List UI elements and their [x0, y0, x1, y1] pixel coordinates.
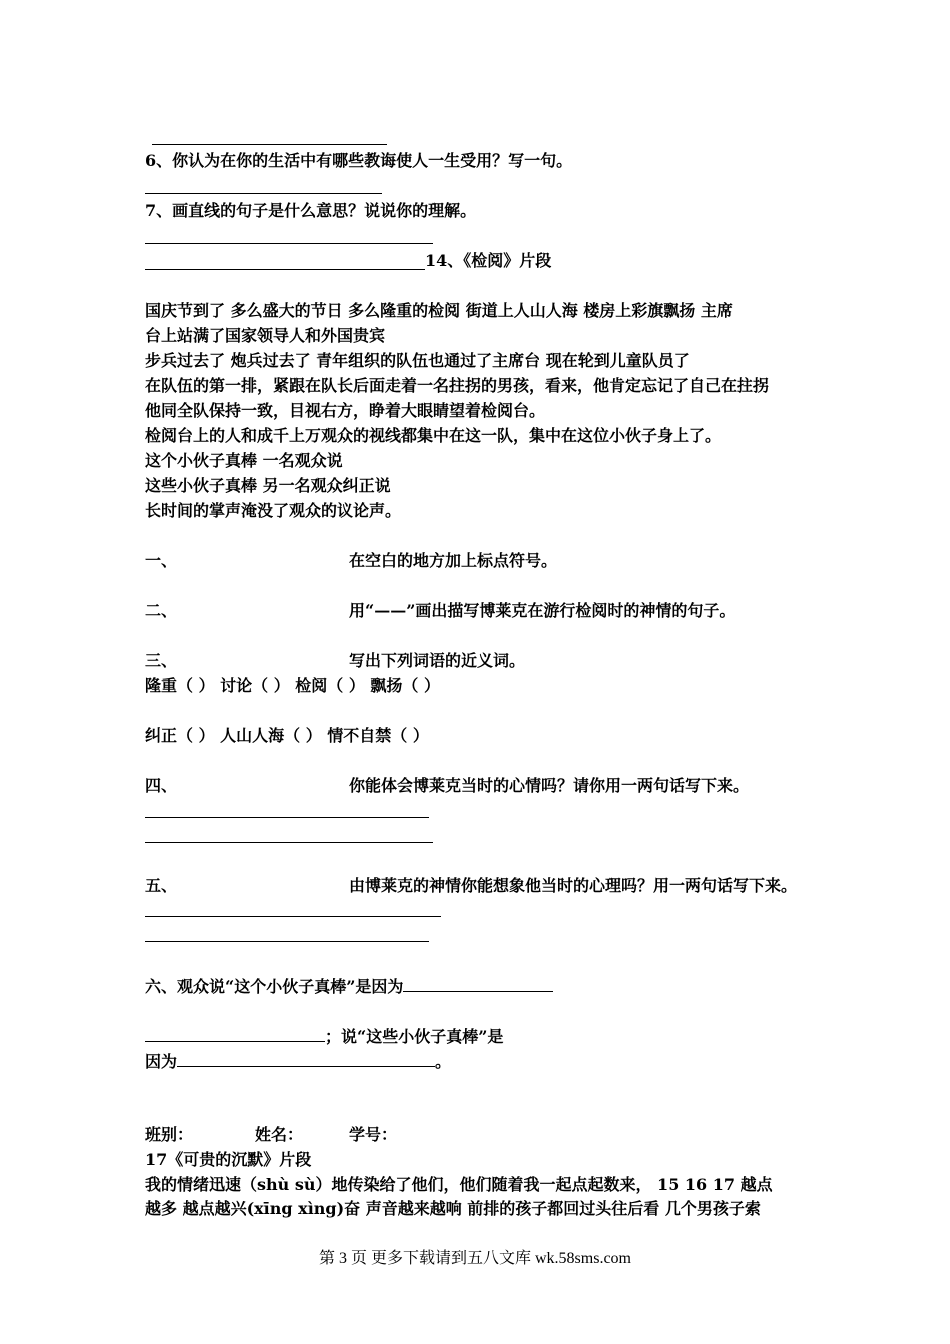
answer-line [145, 817, 429, 818]
item-number: 一、 [145, 551, 178, 570]
answer-blank [145, 1025, 325, 1042]
item-number: 二、 [145, 601, 178, 620]
item-text: 在空白的地方加上标点符号。 [349, 551, 558, 570]
answer-blank [403, 975, 553, 992]
answer-line [145, 243, 433, 244]
section-title: 14、《检阅》片段 [425, 251, 552, 270]
answer-line [152, 144, 387, 145]
answer-line [145, 941, 429, 942]
student-info [145, 1125, 397, 1145]
question-6b-text-3: 因为 [145, 1052, 178, 1071]
question-6b [145, 975, 553, 997]
passage-line-7: 这个小伙子真棒 一名观众说 [145, 451, 343, 470]
item-text: 写出下列词语的近义词。 [349, 651, 526, 670]
item-number: 四、 [145, 776, 178, 795]
page-footer: 第 3 页 更多下载请到五八文库 wk.58sms.com [318, 1250, 631, 1267]
name-label: 姓名： [255, 1125, 304, 1144]
passage-line-1: 国庆节到了 多么盛大的节日 多么隆重的检阅 街道上人山人海 楼房上彩旗飘扬 主席 [145, 301, 733, 320]
passage-line-2: 台上站满了国家领导人和外国贵宾 [145, 326, 386, 345]
question-6b-continued-2 [145, 1050, 451, 1072]
answer-line [145, 193, 382, 194]
passage-line-3: 步兵过去了 炮兵过去了 青年组织的队伍也通过了主席台 现在轮到儿童队员了 [145, 351, 690, 370]
item-text: 用“——”画出描写博莱克在游行检阅时的神情的句子。 [349, 601, 736, 620]
question-6: 6、你认为在你的生活中有哪些教诲使人一生受用？写一句。 [145, 151, 573, 170]
synonym-row-2: 纠正（ ） 人山人海（ ） 情不自禁（ ） [145, 726, 429, 745]
question-7: 7、画直线的句子是什么意思？说说你的理解。 [145, 201, 477, 220]
item-number: 三、 [145, 651, 178, 670]
passage17-line-2: 越多 越点越兴(xīng xìng)奋 声音越来越响 前排的孩子都回过头往后看 几个男孩子索 [145, 1199, 761, 1218]
passage-line-9: 长时间的掌声淹没了观众的议论声。 [145, 501, 402, 520]
synonym-row-1: 隆重（ ） 讨论（ ） 检阅（ ） 飘扬（ ） [145, 676, 440, 695]
passage-line-8: 这些小伙子真棒 另一名观众纠正说 [145, 476, 391, 495]
question-6b-continued [145, 1025, 503, 1047]
passage-line-6: 检阅台上的人和成千上万观众的视线都集中在这一队，集中在这位小伙子身上了。 [145, 426, 722, 445]
passage17-line-1: 我的情绪迅速（shù sù）地传染给了他们，他们随着我一起点起数来， 15 16 17 越点 [145, 1175, 773, 1194]
item-number: 五、 [145, 876, 178, 895]
item-text: 你能体会博莱克当时的心情吗？请你用一两句话写下来。 [349, 776, 750, 795]
period: 。 [435, 1052, 452, 1071]
answer-line [145, 916, 441, 917]
answer-line [145, 269, 425, 270]
class-label: 班别： [145, 1125, 194, 1144]
section-17-title: 17《可贵的沉默》片段 [145, 1150, 312, 1169]
answer-blank [177, 1050, 435, 1067]
question-6b-text: 六、观众说“这个小伙子真棒”是因为 [145, 977, 404, 996]
passage-line-4: 在队伍的第一排，紧跟在队长后面走着一名拄拐的男孩，看来，他肯定忘记了自己在拄拐 [145, 376, 770, 395]
passage-line-5: 他同全队保持一致，目视右方，睁着大眼睛望着检阅台。 [145, 401, 546, 420]
answer-line [145, 842, 433, 843]
item-text: 由博莱克的神情你能想象他当时的心理吗？用一两句话写下来。 [349, 876, 798, 895]
id-label: 学号： [349, 1125, 398, 1144]
question-6b-text-2: ；说“这些小伙子真棒”是 [325, 1027, 504, 1046]
